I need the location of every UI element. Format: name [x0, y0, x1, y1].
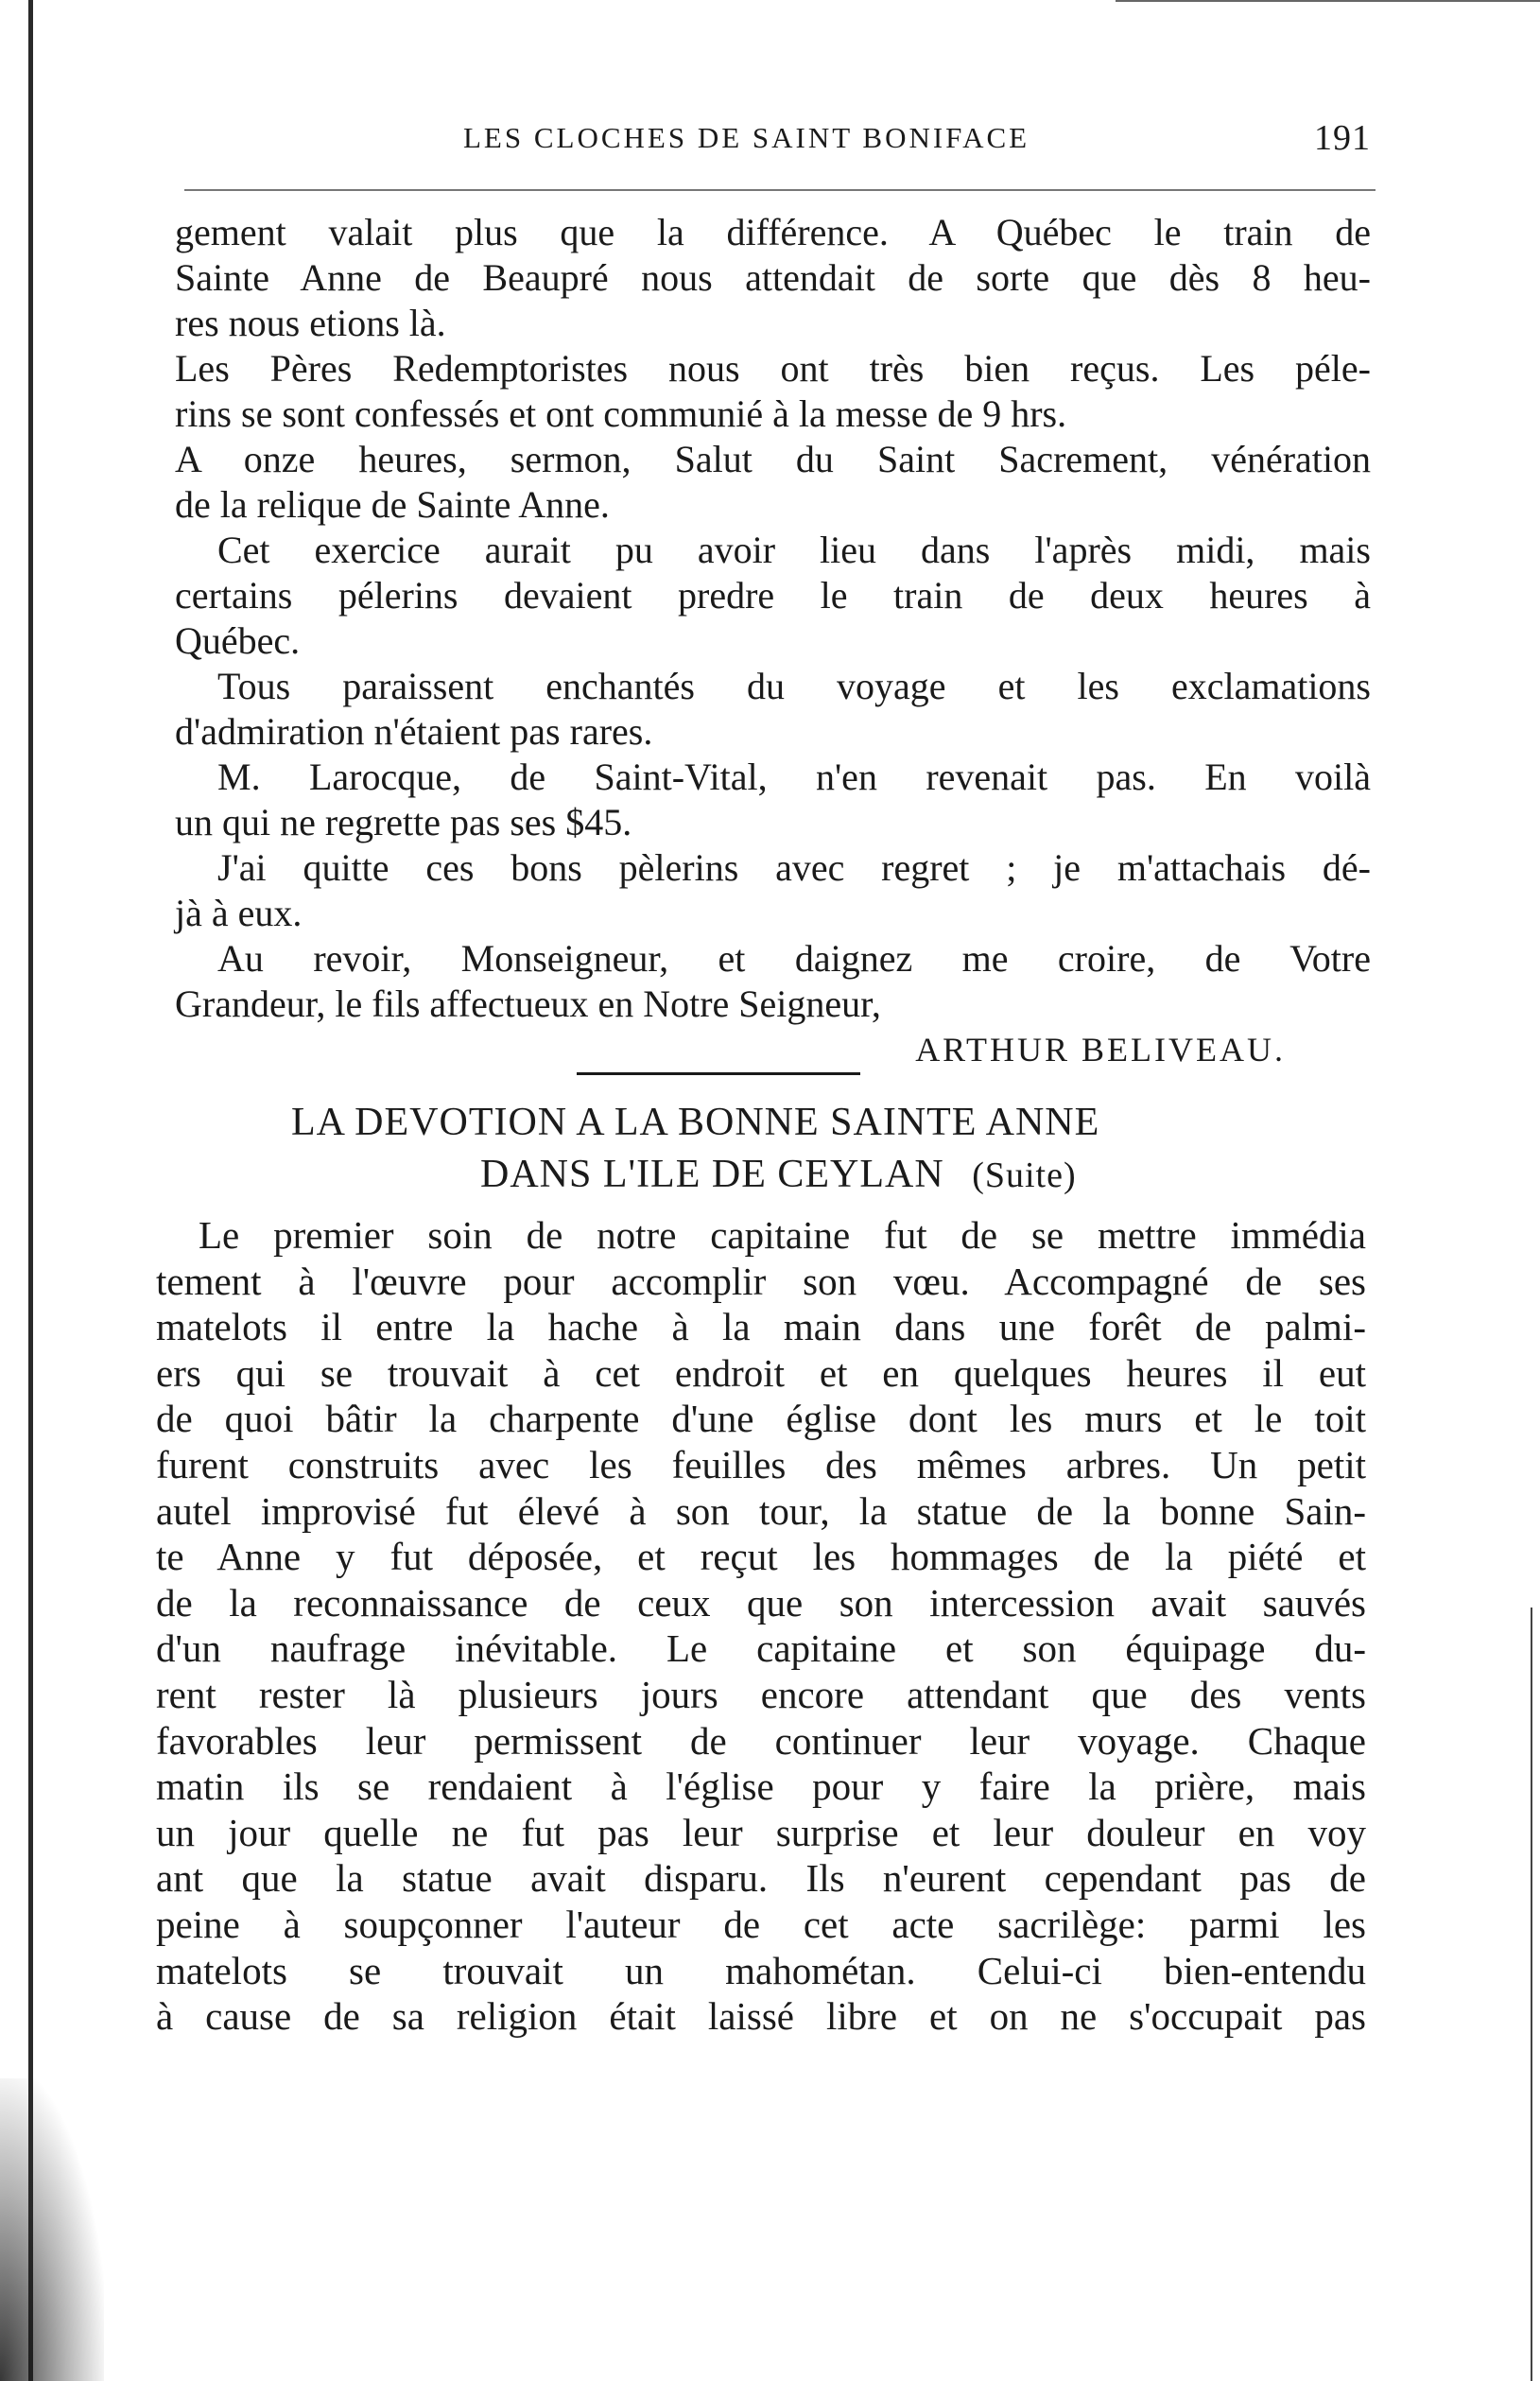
article-line: peine à soupçonner l'auteur de cet acte sacrilège: parmi les [156, 1902, 1366, 1946]
article-line: tement à l'œuvre pour accomplir son vœu. Accompagné de ses [156, 1259, 1366, 1303]
letter-line: A onze heures, sermon, Salut du Saint Sacrement, vénération [175, 438, 1371, 480]
letter-line: d'admiration n'étaient pas rares. [175, 710, 653, 753]
article-line: matelots il entre la hache à la main dans une forêt de palmi- [156, 1305, 1366, 1349]
article-line: à cause de sa religion était laissé libre et on ne s'occupait pas [156, 1994, 1366, 2039]
letter-line: rins se sont confessés et ont communié à la messe de 9 hrs. [175, 392, 1067, 435]
letter-line: Cet exercice aurait pu avoir lieu dans l'après midi, mais [217, 529, 1371, 571]
letter-line: certains pélerins devaient predre le train de deux heures à [175, 574, 1371, 617]
article-line: matin ils se rendaient à l'église pour y faire la prière, mais [156, 1764, 1366, 1809]
letter-line: J'ai quitte ces bons pèlerins avec regret ; je m'attachais dé- [217, 846, 1371, 889]
article-line: de la reconnaissance de ceux que son intercession avait sauvés [156, 1580, 1366, 1625]
letter-line: Sainte Anne de Beaupré nous attendait de sorte que dès 8 heu- [175, 256, 1371, 299]
letter-line: jà à eux. [175, 892, 303, 934]
letter-line: Grandeur, le fils affectueux en Notre Seigneur, [175, 982, 881, 1025]
letter-line: M. Larocque, de Saint-Vital, n'en revenait pas. En voilà [217, 756, 1371, 798]
article-title-main: DANS L'ILE DE CEYLAN [480, 1153, 944, 1196]
page-number: 191 [1314, 118, 1371, 158]
scan-shadow [0, 2078, 104, 2381]
article-line: rent rester là plusieurs jours encore attendant que des vents [156, 1672, 1366, 1716]
article-line: te Anne y fut déposée, et reçut les hommages de la piété et [156, 1535, 1366, 1579]
article-line: ant que la statue avait disparu. Ils n'eurent cependant pas de [156, 1856, 1366, 1901]
article-line: autel improvisé fut élevé à son tour, la statue de la bonne Sain- [156, 1488, 1366, 1533]
article-line: Le premier soin de notre capitaine fut de se mettre immédia [199, 1213, 1366, 1257]
article-line: de quoi bâtir la charpente d'une église dont les murs et le toit [156, 1397, 1366, 1441]
article-line: favorables leur permissent de continuer leur voyage. Chaque [156, 1718, 1366, 1763]
binding-edge [28, 0, 33, 2381]
article-line: furent construits avec les feuilles des mêmes arbres. Un petit [156, 1442, 1366, 1486]
section-divider [577, 1072, 860, 1075]
article-title-suffix: (Suite) [972, 1156, 1077, 1195]
article-line: matelots se trouvait un mahométan. Celui-ci bien-entendu [156, 1948, 1366, 1992]
letter-line: gement valait plus que la différence. A Québec le train de [175, 211, 1371, 253]
letter-text [175, 210, 1371, 1072]
article-title-line-1: LA DEVOTION A LA BONNE SAINTE ANNE [291, 1101, 1100, 1144]
letter-line: Au revoir, Monseigneur, et daignez me croire, de Votre [217, 937, 1371, 980]
article-text [156, 1212, 1366, 2040]
article-line: un jour quelle ne fut pas leur surprise et leur douleur en voy [156, 1810, 1366, 1854]
header-rule [184, 189, 1376, 191]
letter-line: de la relique de Sainte Anne. [175, 483, 610, 526]
letter-line: res nous etions là. [175, 302, 446, 344]
running-head: LES CLOCHES DE SAINT BONIFACE [463, 121, 1030, 154]
article-title-line-2 [480, 1152, 1077, 1197]
letter-line: Les Pères Redemptoristes nous ont très bien reçus. Les péle- [175, 347, 1371, 390]
signature: ARTHUR BELIVEAU. [915, 1031, 1286, 1069]
right-edge-line [1531, 1608, 1532, 2381]
top-edge-line [1116, 0, 1540, 2]
article-line: ers qui se trouvait à cet endroit et en quelques heures il eut [156, 1350, 1366, 1395]
letter-line: Tous paraissent enchantés du voyage et les exclamations [217, 665, 1371, 707]
letter-line: un qui ne regrette pas ses $45. [175, 801, 632, 843]
article-line: d'un naufrage inévitable. Le capitaine et son équipage du- [156, 1626, 1366, 1671]
letter-line: Québec. [175, 619, 301, 662]
